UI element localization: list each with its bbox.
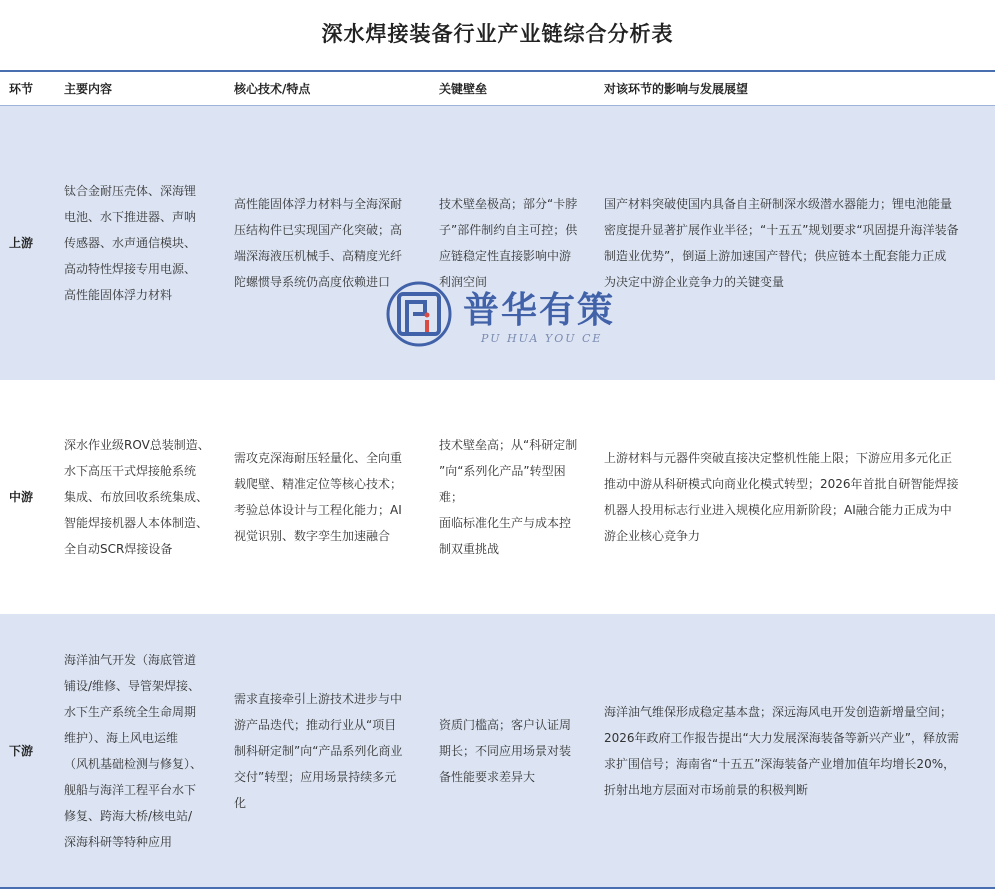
cell-line: 传感器、水声通信模块、	[64, 235, 197, 250]
content-cell	[64, 432, 234, 562]
cell-line: 化	[234, 795, 247, 810]
table-row-downstream	[0, 614, 995, 888]
cell-line: 智能焊接机器人本体制造、	[64, 516, 209, 530]
cell-line: 制造业优势”，倒逼上游加速国产替代；供应链本土配套能力正成	[604, 248, 947, 263]
barrier-cell	[439, 432, 604, 562]
cell-line: 载爬壁、精准定位等核心技术；	[234, 477, 403, 491]
cell-line: 高性能固体浮力材料与全海深耐	[234, 196, 403, 211]
cell-line: 高动特性焊接专用电源、	[64, 261, 197, 276]
watermark-brand: 普华有策	[463, 290, 616, 331]
cell-line: 2026年政府工作报告提出“大力发展深海装备等新兴产业”，释放需	[604, 730, 959, 745]
cell-line: 维护）、海上风电运维	[64, 730, 179, 745]
cell-line: 资质门槛高；客户认证周	[439, 717, 572, 732]
cell-line: ”向“系列化产品”转型困难；	[439, 464, 566, 504]
table-row-upstream	[0, 105, 995, 380]
header-barrier: 关键壁垒	[439, 81, 488, 96]
table-row-midstream	[0, 380, 995, 614]
cell-line: 海洋油气维保形成稳定基本盘；深远海风电开发创造新增量空间；	[604, 704, 953, 719]
cell-line: 电池、水下推进器、声呐	[64, 209, 197, 224]
watermark-sub: PU HUA YOU CE	[481, 332, 603, 345]
cell-line: 游企业核心竞争力	[604, 529, 701, 543]
cell-line: 水下生产系统全生命周期	[64, 704, 197, 719]
cell-line: 深水作业级ROV总装制造、	[64, 438, 210, 452]
cell-line: 修复、跨海大桥/核电站/	[64, 808, 193, 823]
cell-line: 需求直接牵引上游技术进步与中	[234, 691, 403, 706]
content-cell	[64, 647, 234, 855]
cell-line: 技术壁垒极高；部分“卡脖	[439, 196, 578, 211]
cell-line: 高性能固体浮力材料	[64, 287, 173, 302]
header-tech: 核心技术/特点	[234, 81, 311, 96]
header-stage: 环节	[9, 81, 34, 96]
cell-line: 交付”转型；应用场景持续多元	[234, 769, 397, 784]
table-header-row	[0, 71, 995, 105]
industry-chain-table	[0, 70, 995, 889]
cell-line: 水下高压干式焊接舱系统	[64, 464, 197, 478]
cell-line: 为决定中游企业竞争力的关键变量	[604, 274, 785, 289]
tech-cell	[234, 191, 439, 295]
cell-line: 备性能要求差异大	[439, 769, 536, 784]
cell-line: （风机基础检测与修复）、	[64, 756, 203, 771]
cell-line: 考验总体设计与工程化能力；AI	[234, 503, 402, 517]
cell-line: 需攻克深海耐压轻量化、全向重	[234, 451, 403, 465]
cell-line: 陀螺惯导系统仍高度依赖进口	[234, 274, 391, 289]
cell-line: 国产材料突破使国内具备自主研制深水级潜水器能力；锂电池能量	[604, 196, 953, 211]
cell-line: 全自动SCR焊接设备	[64, 542, 173, 556]
page-title: 深水焊接装备行业产业链综合分析表	[321, 22, 674, 46]
cell-line: 折射出地方层面对市场前景的积极判断	[604, 782, 809, 797]
cell-line: 利润空间	[439, 274, 488, 289]
cell-line: 技术壁垒高；从“科研定制	[439, 438, 578, 452]
barrier-cell	[439, 191, 604, 295]
outlook-cell	[604, 191, 995, 295]
cell-line: 求扩围信号；海南省“十五五”深海装备产业增加值年均增长20%，	[604, 756, 956, 771]
cell-line: 上游材料与元器件突破直接决定整机性能上限；下游应用多元化正	[604, 451, 953, 465]
stage-cell: 下游	[9, 743, 34, 758]
cell-line: 舰船与海洋工程平台水下	[64, 782, 197, 797]
barrier-cell	[439, 712, 604, 790]
cell-line: 密度提升显著扩展作业半径；“十五五”规划要求“巩固提升海洋装备	[604, 222, 959, 237]
outlook-cell	[604, 699, 995, 803]
cell-line: 子”部件制约自主可控；供	[439, 222, 578, 237]
cell-line: 期长；不同应用场景对装	[439, 743, 572, 758]
outlook-cell	[604, 445, 995, 549]
cell-line: 钛合金耐压壳体、深海锂	[64, 183, 197, 198]
cell-line: 集成、布放回收系统集成、	[64, 490, 209, 504]
cell-line: 制双重挑战	[439, 542, 500, 556]
cell-line: 海洋油气开发（海底管道	[64, 652, 197, 667]
stage-cell: 上游	[9, 235, 34, 250]
cell-line: 深海科研等特种应用	[64, 834, 173, 849]
content-cell	[64, 178, 234, 308]
cell-line: 游产品迭代；推动行业从“项目	[234, 717, 397, 732]
cell-line: 机器人投用标志行业进入规模化应用新阶段；AI融合能力正成为中	[604, 503, 952, 517]
header-outlook: 对该环节的影响与发展展望	[604, 81, 749, 96]
cell-line: 推动中游从科研模式向商业化模式转型；2026年首批自研智能焊接	[604, 477, 959, 491]
tech-cell	[234, 686, 439, 816]
tech-cell	[234, 445, 439, 549]
header-content: 主要内容	[64, 81, 113, 96]
cell-line: 铺设/维修、导管架焊接、	[64, 678, 201, 693]
cell-line: 压结构件已实现国产化突破；高	[234, 222, 403, 237]
cell-line: 端深海液压机械手、高精度光纤	[234, 248, 403, 263]
stage-cell: 中游	[9, 490, 34, 504]
cell-line: 制科研定制”向“产品系列化商业	[234, 743, 403, 758]
cell-line: 视觉识别、数字孪生加速融合	[234, 529, 391, 543]
cell-line: 应链稳定性直接影响中游	[439, 248, 572, 263]
cell-line: 面临标准化生产与成本控	[439, 516, 572, 530]
